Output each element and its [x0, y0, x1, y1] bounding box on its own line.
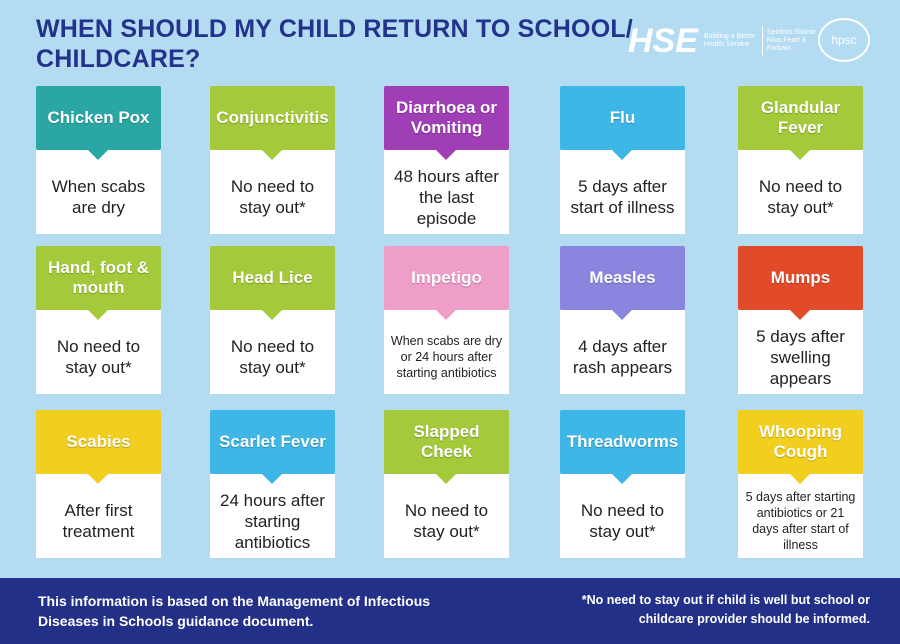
footer-asterisk-note: *No need to stay out if child is well but school or childcare provider should be informed. — [581, 593, 870, 626]
footer — [0, 578, 900, 644]
condition-name: Impetigo — [384, 246, 509, 310]
card-pointer — [88, 150, 108, 160]
return-advice: 5 days after start of illness — [560, 150, 685, 234]
condition-name: Diarrhoea or Vomiting — [384, 86, 509, 150]
return-advice: No need to stay out* — [384, 474, 509, 558]
card-pointer — [790, 310, 810, 320]
condition-card — [560, 246, 685, 394]
condition-card — [738, 86, 863, 234]
condition-name: Glandular Fever — [738, 86, 863, 150]
condition-name: Hand, foot & mouth — [36, 246, 161, 310]
condition-card — [560, 410, 685, 558]
condition-name: Scabies — [36, 410, 161, 474]
card-pointer — [790, 474, 810, 484]
card-pointer — [262, 150, 282, 160]
condition-card — [36, 246, 161, 394]
return-advice: No need to stay out* — [560, 474, 685, 558]
card-pointer — [612, 474, 632, 484]
card-pointer — [262, 474, 282, 484]
return-advice: 5 days after starting antibiotics or 21 days after start of illness — [738, 474, 863, 558]
condition-card — [560, 86, 685, 234]
condition-card — [210, 410, 335, 558]
condition-name: Threadworms — [560, 410, 685, 474]
condition-card — [384, 410, 509, 558]
condition-card — [384, 246, 509, 394]
condition-name: Head Lice — [210, 246, 335, 310]
hse-tagline-ga: Seirbhís Sláinte Níos Fearr á Forbairt — [766, 29, 816, 52]
return-advice: No need to stay out* — [210, 150, 335, 234]
card-pointer — [436, 150, 456, 160]
condition-name: Slapped Cheek — [384, 410, 509, 474]
condition-card — [384, 86, 509, 234]
hse-mark: HSE — [628, 22, 698, 60]
hpsc-logo: hpsc — [818, 18, 870, 62]
condition-name: Chicken Pox — [36, 86, 161, 150]
return-advice: 24 hours after starting antibiotics — [210, 474, 335, 558]
condition-name: Conjunctivitis — [210, 86, 335, 150]
condition-card — [738, 246, 863, 394]
card-pointer — [88, 474, 108, 484]
logo-divider — [762, 26, 763, 56]
return-advice: When scabs are dry or 24 hours after starting antibiotics — [384, 310, 509, 394]
card-pointer — [612, 150, 632, 160]
return-advice: When scabs are dry — [36, 150, 161, 234]
condition-card — [210, 246, 335, 394]
return-advice: No need to stay out* — [210, 310, 335, 394]
condition-card — [36, 86, 161, 234]
return-advice: No need to stay out* — [36, 310, 161, 394]
condition-name: Scarlet Fever — [210, 410, 335, 474]
card-pointer — [262, 310, 282, 320]
return-advice: 5 days after swelling appears — [738, 310, 863, 394]
condition-card — [738, 410, 863, 558]
return-advice: 48 hours after the last episode — [384, 150, 509, 234]
condition-name: Whooping Cough — [738, 410, 863, 474]
card-pointer — [612, 310, 632, 320]
condition-name: Mumps — [738, 246, 863, 310]
condition-card — [36, 410, 161, 558]
condition-name: Measles — [560, 246, 685, 310]
condition-name: Flu — [560, 86, 685, 150]
page-title: WHEN SHOULD MY CHILD RETURN TO SCHOOL/ CHILDCARE? — [36, 15, 633, 73]
footer-source-note: This information is based on the Management of Infectious Diseases in Schools guidance document. — [38, 593, 431, 629]
return-advice: 4 days after rash appears — [560, 310, 685, 394]
hse-logo — [628, 22, 821, 60]
condition-card — [210, 86, 335, 234]
return-advice: No need to stay out* — [738, 150, 863, 234]
card-pointer — [436, 310, 456, 320]
card-pointer — [436, 474, 456, 484]
conditions-grid — [36, 86, 866, 566]
card-pointer — [88, 310, 108, 320]
hse-tagline-en: Building a Better Health Service — [703, 33, 756, 48]
return-advice: After first treatment — [36, 474, 161, 558]
card-pointer — [790, 150, 810, 160]
